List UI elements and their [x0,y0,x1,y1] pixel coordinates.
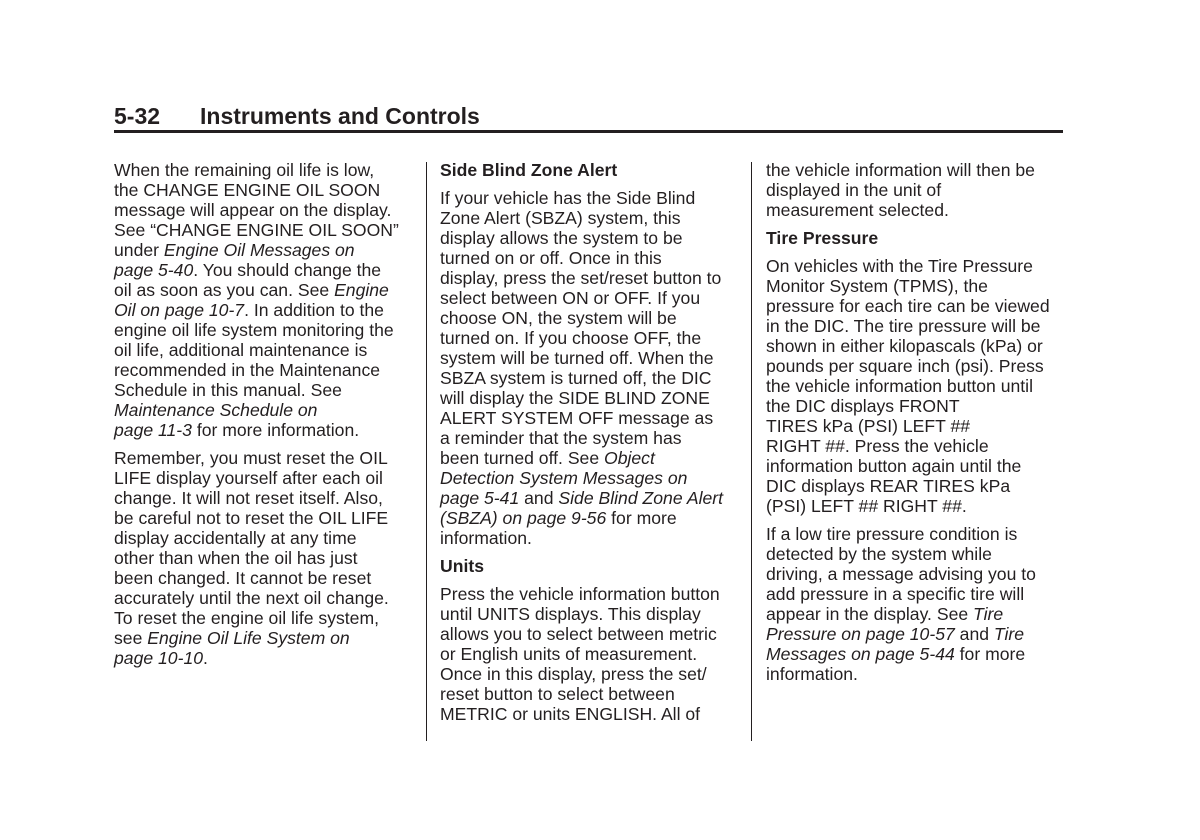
text-line [114,300,414,320]
text-run: display, press the set/reset button to [440,268,722,288]
text-line [114,420,414,440]
text-run: information. [766,664,858,684]
text-run: TIRES kPa (PSI) LEFT ## [766,416,971,436]
text-run: shown in either kilopascals (kPa) or [766,336,1043,356]
text-line [766,296,1066,316]
cross-reference: (SBZA) on page 9-56 [440,508,607,528]
paragraph-gap [114,440,414,448]
text-column-3 [766,160,1066,684]
paragraph [440,584,740,724]
text-line [114,360,414,380]
cross-reference: page 10-10 [114,648,204,668]
text-line [114,320,414,340]
cross-reference: Detection System Messages on [440,468,688,488]
text-line [766,376,1066,396]
text-run: for more [606,508,677,528]
paragraph [440,188,740,548]
column-divider-2 [751,162,752,741]
text-line [766,544,1066,564]
text-run: Side Blind Zone Alert [440,160,618,180]
text-line [114,240,414,260]
cross-reference: page 5-41 [440,488,520,508]
text-line [114,488,414,508]
text-line [114,280,414,300]
text-run: Tire Pressure [766,228,879,248]
cross-reference: Engine Oil Messages on [163,240,355,260]
text-run: accurately until the next oil change. [114,588,389,608]
text-line [440,508,740,528]
text-run: Press the vehicle information button [440,584,720,604]
text-run: displayed in the unit of [766,180,942,200]
text-line [766,496,1066,516]
text-line [766,356,1066,376]
text-run: under [114,240,164,260]
text-line [440,388,740,408]
paragraph [766,160,1066,220]
text-line [440,160,740,180]
text-run: reset button to select between [440,684,675,704]
text-run: system will be turned off. When the [440,348,714,368]
text-run: If a low tire pressure condition is [766,524,1018,544]
text-line [766,436,1066,456]
text-run: allows you to select between metric [440,624,717,644]
text-run: engine oil life system monitoring the [114,320,394,340]
text-line [114,588,414,608]
page-header [114,100,1063,133]
text-run: METRIC or units ENGLISH. All of [440,704,701,724]
text-line [766,476,1066,496]
text-line [440,328,740,348]
text-run: recommended in the Maintenance [114,360,381,380]
text-line [766,180,1066,200]
paragraph [114,160,414,440]
text-line [440,664,740,684]
text-run: ALERT SYSTEM OFF message as [440,408,714,428]
text-run: display accidentally at any time [114,528,357,548]
paragraph [114,448,414,668]
text-line [766,604,1066,624]
text-run: will display the SIDE BLIND ZONE [440,388,710,408]
text-line [440,368,740,388]
text-line [114,508,414,528]
text-line [440,528,740,548]
text-run: be careful not to reset the OIL LIFE [114,508,389,528]
text-run: driving, a message advising you to [766,564,1036,584]
text-line [440,308,740,328]
text-run: measurement selected. [766,200,949,220]
text-line [114,160,414,180]
text-run: been turned off. See [440,448,605,468]
section-title: Instruments and Controls [200,103,480,129]
text-line [766,644,1066,664]
text-line [440,468,740,488]
text-line [440,556,740,576]
text-run: turned on or off. Once in this [440,248,662,268]
text-line [440,584,740,604]
text-line [440,644,740,664]
text-line [766,200,1066,220]
text-line [766,276,1066,296]
text-line [766,336,1066,356]
text-line [114,648,414,668]
text-column-1 [114,160,414,668]
text-line [114,548,414,568]
text-run: Once in this display, press the set/ [440,664,707,684]
text-run: LIFE display yourself after each oil [114,468,383,488]
cross-reference: Oil on page 10-7 [114,300,245,320]
text-run: and [519,488,559,508]
text-run: detected by the system while [766,544,992,564]
paragraph-gap [440,548,740,556]
text-run: RIGHT ##. Press the vehicle [766,436,989,456]
paragraph-gap [766,248,1066,256]
column-divider-1 [426,162,427,741]
text-run: a reminder that the system has [440,428,682,448]
text-line [766,396,1066,416]
text-line [766,564,1066,584]
text-run: other than when the oil has just [114,548,358,568]
text-run: add pressure in a specific tire will [766,584,1025,604]
text-run: oil as soon as you can. See [114,280,335,300]
text-line [766,524,1066,544]
text-line [440,488,740,508]
text-line [114,180,414,200]
text-run: If your vehicle has the Side Blind [440,188,696,208]
text-line [114,380,414,400]
text-run: pounds per square inch (psi). Press [766,356,1044,376]
text-run: display allows the system to be [440,228,683,248]
text-run: the vehicle information button until [766,376,1033,396]
page-number: 5-32 [114,103,161,129]
text-run: Units [440,556,484,576]
text-line [114,260,414,280]
text-run: turned on. If you choose OFF, the [440,328,702,348]
text-run: information button again until the [766,456,1022,476]
cross-reference: Object [604,448,655,468]
paragraph-gap [440,576,740,584]
text-run: change. It will not reset itself. Also, [114,488,383,508]
text-run: the vehicle information will then be [766,160,1035,180]
text-line [440,624,740,644]
subheading [766,228,1066,248]
text-run: Monitor System (TPMS), the [766,276,988,296]
text-line [766,316,1066,336]
text-line [114,568,414,588]
cross-reference: Messages on page 5-44 [766,644,955,664]
text-line [114,200,414,220]
text-run: . In addition to the [244,300,384,320]
cross-reference: Engine Oil Life System on [147,628,350,648]
text-line [440,604,740,624]
text-run: See “CHANGE ENGINE OIL SOON” [114,220,399,240]
text-run: To reset the engine oil life system, [114,608,380,628]
subheading [440,556,740,576]
text-line [766,256,1066,276]
cross-reference: Maintenance Schedule on [114,400,318,420]
text-line [766,584,1066,604]
text-run: pressure for each tire can be viewed [766,296,1050,316]
text-line [114,220,414,240]
text-line [440,428,740,448]
text-run: Schedule in this manual. See [114,380,342,400]
text-line [766,416,1066,436]
text-run: see [114,628,148,648]
text-line [766,456,1066,476]
text-line [440,684,740,704]
text-run: (PSI) LEFT ## RIGHT ##. [766,496,967,516]
text-line [766,664,1066,684]
text-line [440,188,740,208]
text-run: for more information. [191,420,360,440]
paragraph [766,256,1066,516]
cross-reference: Pressure on page 10-57 [766,624,955,644]
text-line [440,704,740,724]
cross-reference: Tire [993,624,1025,644]
cross-reference: page 11-3 [114,420,192,440]
text-run: appear in the display. See [766,604,974,624]
text-run: information. [440,528,532,548]
text-line [440,268,740,288]
text-run: When the remaining oil life is low, [114,160,375,180]
text-line [440,208,740,228]
paragraph-gap [440,180,740,188]
text-run: On vehicles with the Tire Pressure [766,256,1033,276]
text-line [440,408,740,428]
text-line [440,288,740,308]
text-column-2 [440,160,740,724]
text-run: or English units of measurement. [440,644,698,664]
text-line [440,228,740,248]
text-run: Remember, you must reset the OIL [114,448,388,468]
text-run: . You should change the [193,260,382,280]
text-line [766,228,1066,248]
text-line [440,448,740,468]
text-line [114,340,414,360]
paragraph-gap [766,516,1066,524]
text-line [114,400,414,420]
paragraph [766,524,1066,684]
text-run: for more [954,644,1026,664]
text-run: the DIC displays FRONT [766,396,960,416]
text-run: in the DIC. The tire pressure will be [766,316,1041,336]
text-run: until UNITS displays. This display [440,604,701,624]
cross-reference: Side Blind Zone Alert [558,488,724,508]
text-line [114,628,414,648]
paragraph-gap [766,220,1066,228]
text-run: Zone Alert (SBZA) system, this [440,208,681,228]
text-run: and [954,624,994,644]
cross-reference: Engine [334,280,389,300]
text-run: SBZA system is turned off, the DIC [440,368,712,388]
text-run: message will appear on the display. [114,200,392,220]
text-run: . [203,648,208,668]
text-line [114,528,414,548]
text-line [766,624,1066,644]
text-line [114,448,414,468]
text-line [114,608,414,628]
text-run: DIC displays REAR TIRES kPa [766,476,1011,496]
text-run: select between ON or OFF. If you [440,288,701,308]
subheading [440,160,740,180]
text-run: been changed. It cannot be reset [114,568,372,588]
text-line [440,248,740,268]
cross-reference: page 5-40 [114,260,194,280]
text-run: the CHANGE ENGINE OIL SOON [114,180,381,200]
text-run: oil life, additional maintenance is [114,340,368,360]
text-run: choose ON, the system will be [440,308,677,328]
text-line [766,160,1066,180]
cross-reference: Tire [973,604,1004,624]
text-line [440,348,740,368]
text-line [114,468,414,488]
